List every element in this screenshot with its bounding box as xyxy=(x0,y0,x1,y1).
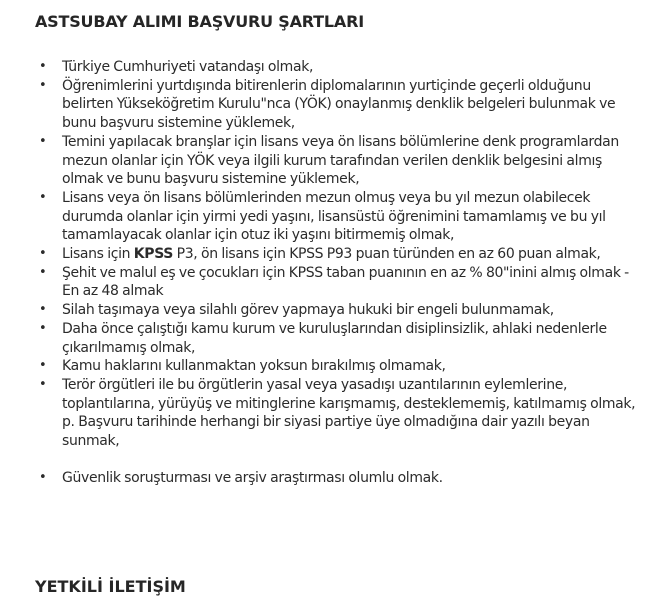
kpss-bold-text: KPSS xyxy=(133,246,174,263)
page-heading: ASTSUBAY ALIMI BAŞVURU ŞARTLARI xyxy=(35,12,364,31)
list-item: • Kamu haklarını kullanmaktan yoksun bırakılmış olmamak, xyxy=(35,357,645,376)
list-item: • Silah taşımaya veya silahlı görev yapmaya hukuki bir engeli bulunmamak, xyxy=(35,301,645,320)
list-item: • Lisans veya ön lisans bölümlerinden mezun olmuş veya bu yıl mezun olabilecek durumda olanlar için yirmi yedi yaşını, lisansüstü öğrenimini tamamlamış ve bu yıl tamamlayacak olanlar için otuz iki yaşını bitirmemiş olmak, xyxy=(35,189,645,245)
list-item: • Terör örgütleri ile bu örgütlerin yasal veya yasadışı uzantılarının eylemlerine, toplantılarına, yürüyüş ve mitinglerine karışmamış, desteklememiş, katılmamış olmak, p. Başvuru tarihinde herhangi bir siyasi partiye üye olmadığına dair yazılı beyan sunmak, xyxy=(35,376,645,451)
item-text-after: P3, ön lisans için KPSS P93 puan türünden en az 60 puan almak, xyxy=(173,246,601,263)
next-section-heading: YETKİLİ İLETİŞİM xyxy=(35,577,186,596)
list-item: • Temini yapılacak branşlar için lisans veya ön lisans bölümlerine denk programlardan mezun olanlar için YÖK veya ilgili kurum tarafından verilen denklik belgesini almış olmak ve bunu başvuru sistemine yüklemek, xyxy=(35,133,645,189)
list-item: • Türkiye Cumhuriyeti vatandaşı olmak, xyxy=(35,58,645,77)
list-item: • Öğrenimlerini yurtdışında bitirenlerin diplomalarının yurtiçinde geçerli olduğunu belirten Yükseköğretim Kurulu"nca (YÖK) onaylanmış denklik belgeleri bulunmak ve bunu başvuru sistemine yüklemek, xyxy=(35,77,645,133)
list-item: • Şehit ve malul eş ve çocukları için KPSS taban puanının en az % 80"inini almış olmak -En az 48 almak xyxy=(35,264,645,301)
list-item: • Daha önce çalıştığı kamu kurum ve kuruluşlarından disiplinsizlik, ahlaki nedenlerle çıkarılmamış olmak, xyxy=(35,320,645,357)
item-text-before: Lisans için xyxy=(62,246,134,263)
requirements-list xyxy=(35,58,645,488)
list-item xyxy=(35,245,645,264)
list-item: • Güvenlik soruşturması ve arşiv araştırması olumlu olmak. xyxy=(35,469,645,488)
